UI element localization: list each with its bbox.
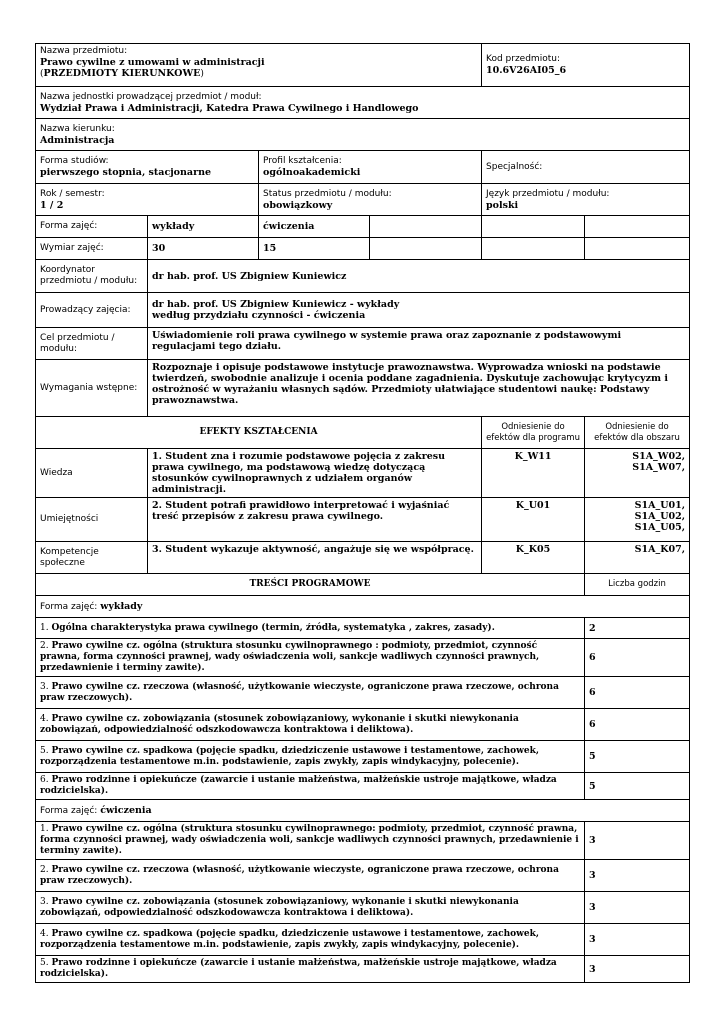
topic-row [36,741,690,773]
topic-row [36,892,690,924]
effects-col-area: Odniesienie do efektów dla obszaru [585,417,690,449]
spec-label: Specjalność: [486,161,543,172]
topic-cell [36,618,585,639]
topic-row [36,822,690,860]
topic-num: 5. [40,745,49,756]
topic-hours: 5 [585,773,690,800]
topic-row [36,956,690,983]
study-form-cell [36,151,259,184]
profile-value: ogólnoakademicki [263,167,361,178]
subject-group: PRZEDMIOTY KIERUNKOWE [43,68,201,79]
effect-program: K_K05 [482,542,585,574]
unit-cell [36,87,690,119]
topic-title: Prawo cywilne cz. zobowiązania [51,896,211,907]
topic-desc: (pojęcie spadku, dziedziczenie ustawowe i testamentowe, zachowek, rozporządzenia testamentowe m.in. podstawienie, zapis zwykły, zapis windykacyjny, polecenie). [40,745,539,767]
field-value: Administracja [40,134,115,146]
topic-hours: 3 [585,860,690,892]
topic-desc: (stosunek zobowiązaniowy, wykonanie i skutki niewykonania zobowiązań, odpowiedzialność odszkodowawcza kontraktowa i deliktowa). [40,896,519,918]
topic-num: 3. [40,896,49,907]
effect-program: K_W11 [482,449,585,498]
coordinator-value: dr hab. prof. US Zbigniew Kuniewicz [148,260,690,293]
subject-name-label: Nazwa przedmiotu: [40,46,128,56]
lecture-hours: 30 [148,238,259,260]
syllabus-card [35,43,689,983]
topic-hours: 2 [585,618,690,639]
exercise-hours: 15 [259,238,370,260]
subject-cell: Nazwa przedmiotu: Prawo cywilne z umowami w administracji (PRZEDMIOTY KIERUNKOWE) [36,44,482,87]
classes-empty-1 [370,216,482,238]
status-cell [259,184,482,216]
lang-value: polski [486,199,519,211]
spec-cell [482,151,690,184]
topic-num: 6. [40,775,49,785]
topic-title: Prawo rodzinne i opiekuńcze [51,958,197,968]
hours-empty-1 [370,238,482,260]
section-header [36,596,690,618]
teacher-row [36,293,690,328]
topic-desc: (struktura stosunku cywilnoprawnego: podmioty, przedmiot, czynność prawna, forma czynności prawnej, wady oświadczenia woli, sankcje wadliwych czynności prawnych, przedawnienie i terminy zawite). [40,824,579,856]
section-header [36,800,690,822]
effect-row [36,449,690,498]
teacher-line-1: dr hab. prof. US Zbigniew Kuniewicz - wykłady [152,299,400,310]
topic-cell [36,860,585,892]
section-form-value: ćwiczenia [100,804,152,816]
effects-header-row [36,417,690,449]
classes-hours-row [36,238,690,260]
topic-cell [36,741,585,773]
topic-row [36,639,690,677]
topic-hours: 5 [585,741,690,773]
requirements-label: Wymagania wstępne: [36,360,148,417]
hours-empty-2 [482,238,585,260]
teacher-cell [148,293,690,328]
unit-value: Wydział Prawa i Administracji, Katedra Prawa Cywilnego i Handlowego [40,102,419,114]
profile-label: Profil kształcenia: [263,156,342,166]
subject-code: 10.6V26AI05_6 [486,65,567,76]
requirements-row [36,360,690,417]
content-hours-header: Liczba godzin [585,574,690,596]
topic-cell [36,773,585,800]
topic-hours: 6 [585,639,690,677]
subject-code-cell [482,44,690,87]
topic-num: 1. [40,622,49,633]
topic-desc: (zawarcie i ustanie małżeństwa, małżeńskie ustroje majątkowe, władza rodzicielska). [40,775,557,796]
content-header-row [36,574,690,596]
effect-category: Kompetencje społeczne [36,542,148,574]
teacher-label: Prowadzący zajęcia: [36,293,148,328]
topic-num: 4. [40,928,49,939]
topic-title: Prawo cywilne cz. spadkowa [51,745,193,756]
topic-row [36,618,690,639]
topic-title: Prawo rodzinne i opiekuńcze [51,775,197,785]
topic-num: 3. [40,681,49,692]
year-label: Rok / semestr: [40,188,105,199]
study-form-label: Forma studiów: [40,156,109,166]
topic-row [36,773,690,800]
study-row-2 [36,184,690,216]
lang-cell [482,184,690,216]
topic-row [36,677,690,709]
topic-cell [36,677,585,709]
topic-desc: (termin, źródła, systematyka , zakres, zasady). [258,622,495,633]
effect-text: 3. Student wykazuje aktywność, angażuje się we współpracę. [148,542,482,574]
classes-lecture: wykłady [148,216,259,238]
topic-cell [36,956,585,983]
topic-num: 4. [40,713,49,724]
classes-exercise: ćwiczenia [259,216,370,238]
classes-empty-2 [482,216,585,238]
subject-row [36,44,690,87]
topic-cell [36,924,585,956]
classes-hours-label: Wymiar zajęć: [36,238,148,260]
topic-cell [36,822,585,860]
topic-title: Prawo cywilne cz. ogólna [51,641,178,651]
topic-desc: (stosunek zobowiązaniowy, wykonanie i skutki niewykonania zobowiązań, odpowiedzialność odszkodowawcza kontraktowa i deliktowa). [40,713,519,735]
section-form-label: Forma zajęć: [40,601,98,612]
classes-form-label: Forma zajęć: [36,216,148,238]
effect-text: 1. Student zna i rozumie podstawowe pojęcia z zakresu prawa cywilnego, ma podstawową wiedzę dotyczącą stosunków cywilnoprawnych z udziałem organów administracji. [148,449,482,498]
study-form-value: pierwszego stopnia, stacjonarne [40,167,212,178]
profile-cell [259,151,482,184]
lang-label: Język przedmiotu / modułu: [486,188,610,199]
classes-form-row [36,216,690,238]
teacher-line-2: według przydziału czynności - ćwiczenia [152,310,366,321]
field-cell [36,119,690,151]
topic-num: 5. [40,958,49,968]
effects-col-program: Odniesienie do efektów dla programu [482,417,585,449]
topic-desc: (zawarcie i ustanie małżeństwa, małżeńskie ustroje majątkowe, władza rodzicielska). [40,958,557,979]
topic-row [36,709,690,741]
topic-cell [36,892,585,924]
classes-empty-3 [585,216,690,238]
topic-cell [36,709,585,741]
effect-text: 2. Student potrafi prawidłowo interpretować i wyjaśniać treść przepisów z zakresu prawa cywilnego. [148,498,482,542]
topic-num: 2. [40,641,49,651]
syllabus-table [35,43,690,983]
topic-row [36,860,690,892]
year-value: 1 / 2 [40,199,64,211]
topic-hours: 3 [585,822,690,860]
effect-area: S1A_U01, S1A_U02, S1A_U05, [585,498,690,542]
year-cell [36,184,259,216]
goal-label: Cel przedmiotu / modułu: [36,328,148,360]
section-form-label: Forma zajęć: [40,805,98,816]
topic-hours: 3 [585,892,690,924]
topic-desc: (struktura stosunku cywilnoprawnego : podmioty, przedmiot, czynność prawna, forma czynności prawnej, wady oświadczenia woli, sankcje wadliwych czynności prawnych, przedawnienie i terminy zawite). [40,641,540,673]
requirements-value: Rozpoznaje i opisuje podstawowe instytucje prawoznawstwa. Wyprowadza wnioski na podstawie twierdzeń, swobodnie analizuje i ocenia poddane zagadnienia. Dyskutuje zachowując krytycyzm i ostrożność w wyrażaniu własnych sądów. Przedmioty ułatwiające studentowi naukę: Podstawy prawoznawstwa. [148,360,690,417]
topic-row [36,924,690,956]
effect-program: K_U01 [482,498,585,542]
topic-title: Prawo cywilne cz. ogólna [51,824,178,834]
topic-hours: 6 [585,709,690,741]
effect-area: S1A_K07, [585,542,690,574]
field-row [36,119,690,151]
status-label: Status przedmiotu / modułu: [263,188,392,199]
unit-label: Nazwa jednostki prowadzącej przedmiot / moduł: [40,91,262,102]
topic-desc: (własność, użytkowanie wieczyste, ograniczone prawa rzeczowe, ochrona praw rzeczowych). [40,864,559,886]
topic-title: Ogólna charakterystyka prawa cywilnego [51,622,259,633]
unit-row [36,87,690,119]
topic-hours: 3 [585,956,690,983]
effect-category: Umiejętności [36,498,148,542]
status-value: obowiązkowy [263,199,333,211]
content-title: TREŚCI PROGRAMOWE [36,574,585,596]
topic-num: 1. [40,824,49,834]
topic-hours: 3 [585,924,690,956]
study-row-1 [36,151,690,184]
effect-row [36,542,690,574]
section-row-lectures [36,596,690,618]
field-label: Nazwa kierunku: [40,123,115,134]
topic-title: Prawo cywilne cz. rzeczowa [51,864,189,875]
section-form-value: wykłady [100,600,143,612]
subject-name: Prawo cywilne z umowami w administracji [40,57,265,68]
effect-category: Wiedza [36,449,148,498]
goal-row [36,328,690,360]
hours-empty-3 [585,238,690,260]
coordinator-row [36,260,690,293]
effects-title: EFEKTY KSZTAŁCENIA [36,417,482,449]
topic-hours: 6 [585,677,690,709]
topic-desc: (własność, użytkowanie wieczyste, ograniczone prawa rzeczowe, ochrona praw rzeczowych). [40,681,559,703]
topic-title: Prawo cywilne cz. zobowiązania [51,713,211,724]
goal-value: Uświadomienie roli prawa cywilnego w systemie prawa oraz zapoznanie z podstawowymi regulacjami tego działu. [148,328,690,360]
section-row-exercises [36,800,690,822]
topic-num: 2. [40,864,49,875]
subject-code-label: Kod przedmiotu: [486,54,560,64]
effect-row [36,498,690,542]
topic-title: Prawo cywilne cz. spadkowa [51,928,193,939]
coordinator-label: Koordynator przedmiotu / modułu: [36,260,148,293]
effect-area: S1A_W02, S1A_W07, [585,449,690,498]
topic-desc: (pojęcie spadku, dziedziczenie ustawowe i testamentowe, zachowek, rozporządzenia testamentowe m.in. podstawienie, zapis zwykły, zapis windykacyjny, polecenie). [40,928,539,950]
topic-title: Prawo cywilne cz. rzeczowa [51,681,189,692]
topic-cell [36,639,585,677]
